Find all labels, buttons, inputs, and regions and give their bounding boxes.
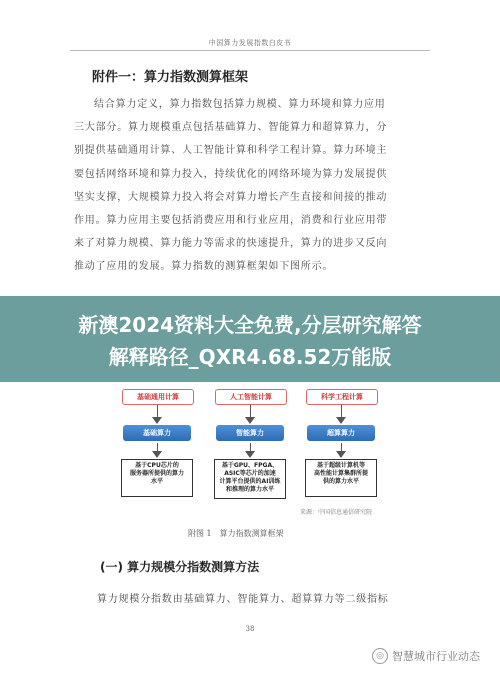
wechat-icon: ◎	[372, 648, 388, 664]
banner-line-1: 新澳2024资料大全免费,分层研究解答	[78, 313, 422, 337]
desc-line: 和推理的算力水平	[225, 486, 274, 493]
diagram-mid-box-science: 超算算力	[307, 425, 375, 441]
desc-line: 计算平台提供的AI训练	[219, 478, 281, 485]
down-arrow-icon	[245, 417, 255, 424]
down-arrow-icon	[336, 417, 346, 424]
desc-line: 供的算力水平	[322, 478, 359, 485]
watermark	[372, 648, 480, 664]
diagram-mid-box-ai: 智能算力	[216, 425, 284, 441]
diagram-desc-basic	[121, 459, 193, 497]
body-paragraph-2: 算力规模分指数由基础算力、智能算力、超算算力等二级指标	[97, 594, 389, 605]
body-paragraph	[74, 93, 430, 279]
desc-line: 基于超级计算机等	[316, 462, 365, 469]
desc-line: 服务器所提供的算力	[129, 470, 184, 477]
paragraph-line: 来了对算力规模、算力能力等需求的快速提升，算力的进步又反向	[74, 238, 388, 250]
page-number: 38	[245, 625, 255, 633]
paragraph-line: 结合算力定义，算力指数包括算力规模、算力环境和算力应用	[94, 99, 386, 110]
framework-diagram	[120, 384, 382, 502]
paragraph-line: 作用。算力应用主要包括消费应用和行业应用，消费和行业应用带	[74, 215, 388, 227]
down-arrow-icon	[245, 451, 255, 458]
paragraph-line: 推动了应用的发展。算力指数的测算框架如下图所示。	[74, 261, 334, 273]
down-arrow-icon	[152, 417, 162, 424]
desc-line: 高性能计算集群所提	[313, 470, 368, 477]
paragraph-line: 别提供基础通用计算、人工智能计算和科学工程计算。算力环境主	[74, 145, 388, 157]
diagram-top-box-basic: 基础通用计算	[122, 389, 194, 405]
section-title: 附件一：算力指数测算框架	[92, 70, 249, 85]
diagram-desc-ai	[214, 459, 286, 499]
subsection-title: (一) 算力规模分指数测算方法	[100, 560, 260, 574]
header-divider	[70, 50, 430, 51]
desc-line: ASIC等芯片的加速	[224, 470, 276, 477]
desc-line: 基于GPU、FPGA、	[221, 462, 279, 469]
running-header: 中国算力发展指数白皮书	[208, 39, 292, 47]
paragraph-line: 三大部分。算力规模重点包括基础算力、智能算力和超算算力，分	[74, 122, 388, 134]
diagram-top-box-ai: 人工智能计算	[215, 389, 287, 405]
banner-title	[20, 309, 480, 373]
diagram-top-box-science: 科学工程计算	[306, 389, 378, 405]
figure-caption: 附图 1 算力指数测算框架	[188, 529, 284, 538]
down-arrow-icon	[336, 451, 346, 458]
desc-line: 水平	[150, 478, 163, 485]
watermark-text: 智慧城市行业动态	[392, 650, 480, 663]
paragraph-line: 要包括网络环境和算力投入，持续优化的网络环境为算力发展提供	[74, 168, 388, 180]
figure-source: 来源：中国信息通信研究院	[300, 509, 373, 516]
down-arrow-icon	[152, 451, 162, 458]
diagram-desc-science	[305, 459, 377, 497]
paragraph-line: 坚实支撑，大规模算力投入将会对算力增长产生直接和间接的推动	[74, 191, 388, 203]
desc-line: 基于CPU芯片的	[135, 462, 179, 469]
banner-line-2: 解释路径_QXR4.68.52万能版	[108, 345, 392, 369]
diagram-mid-box-basic: 基础算力	[123, 425, 191, 441]
